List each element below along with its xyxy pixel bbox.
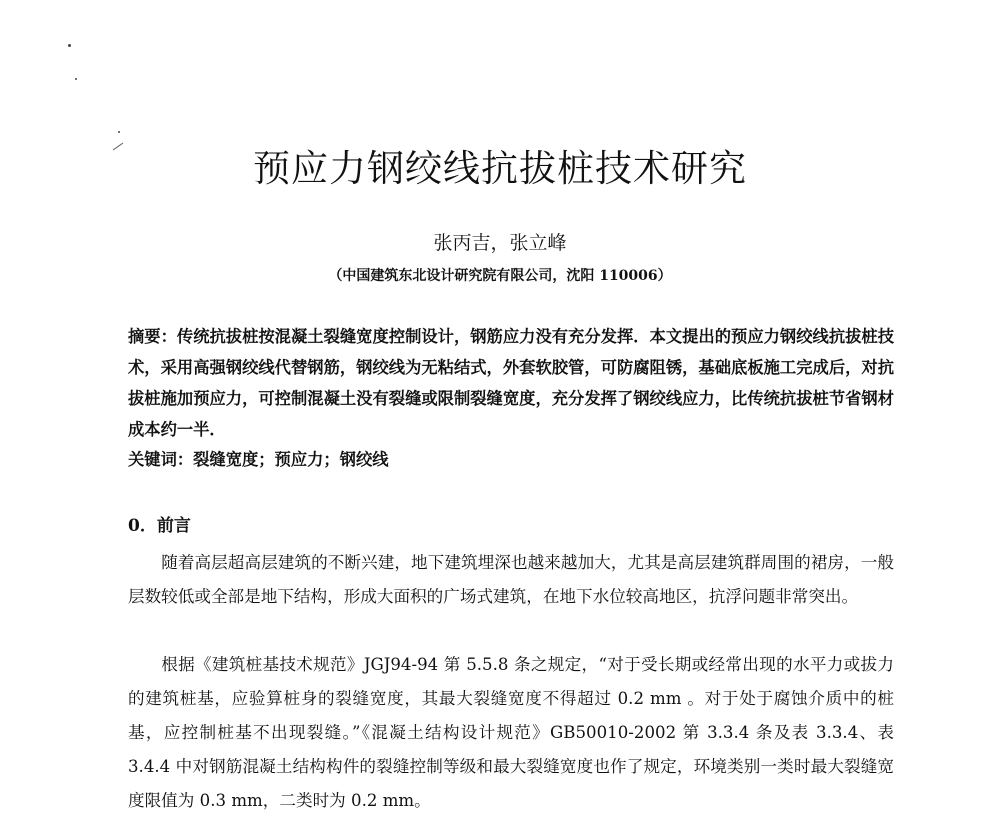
scan-speck bbox=[118, 131, 120, 133]
body-paragraph: 随着高层超高层建筑的不断兴建，地下建筑埋深也越来越加大，尤其是高层建筑群周围的裙房，一般层数较低或全部是地下结构，形成大面积的广场式建筑，在地下水位较高地区，抗浮问题非常突出。 bbox=[128, 553, 894, 606]
paper-affiliation: （中国建筑东北设计研究院有限公司，沈阳 110006） bbox=[328, 268, 672, 284]
scan-speck bbox=[75, 78, 77, 80]
scan-speck bbox=[68, 44, 71, 47]
abstract: 摘要：传统抗拔桩按混凝土裂缝宽度控制设计，钢筋应力没有充分发挥．本文提出的预应力钢绞线抗拔桩技术，采用高强钢绞线代替钢筋，钢绞线为无粘结式，外套软胶管，可防腐阻锈，基础底板施工完成后，对抗拔桩施加预应力，可控制混凝土没有裂缝或限制裂缝宽度，充分发挥了钢绞线应力，比传统抗拔桩节省钢材成本约一半． bbox=[128, 327, 894, 439]
section-heading-introduction: 0．前言 bbox=[128, 516, 191, 536]
body-paragraph: 根据《建筑桩基技术规范》JGJ94-94 第 5.5.8 条之规定，“对于受长期或经常出现的水平力或拔力的建筑桩基，应验算桩身的裂缝宽度，其最大裂缝宽度不得超过 0.2 mm 。对于处于腐蚀介质中的桩基，应控制桩基不出现裂缝。”《混凝土结构设计规范》GB50010-2002 第 3.3.4 条及表 3.3.4、表 3.4.4 中对钢筋混凝土结构构件的裂缝控制等级和最大裂缝宽度也作了规定，环境类别一类时最大裂缝宽度限值为 0.3 mm，二类时为 0.2 mm。 bbox=[128, 655, 894, 810]
keywords: 关键词：裂缝宽度；预应力；钢绞线 bbox=[128, 450, 389, 469]
paper-authors: 张丙吉，张立峰 bbox=[433, 232, 567, 254]
paper-title: 预应力钢绞线抗拔桩技术研究 bbox=[253, 147, 747, 190]
